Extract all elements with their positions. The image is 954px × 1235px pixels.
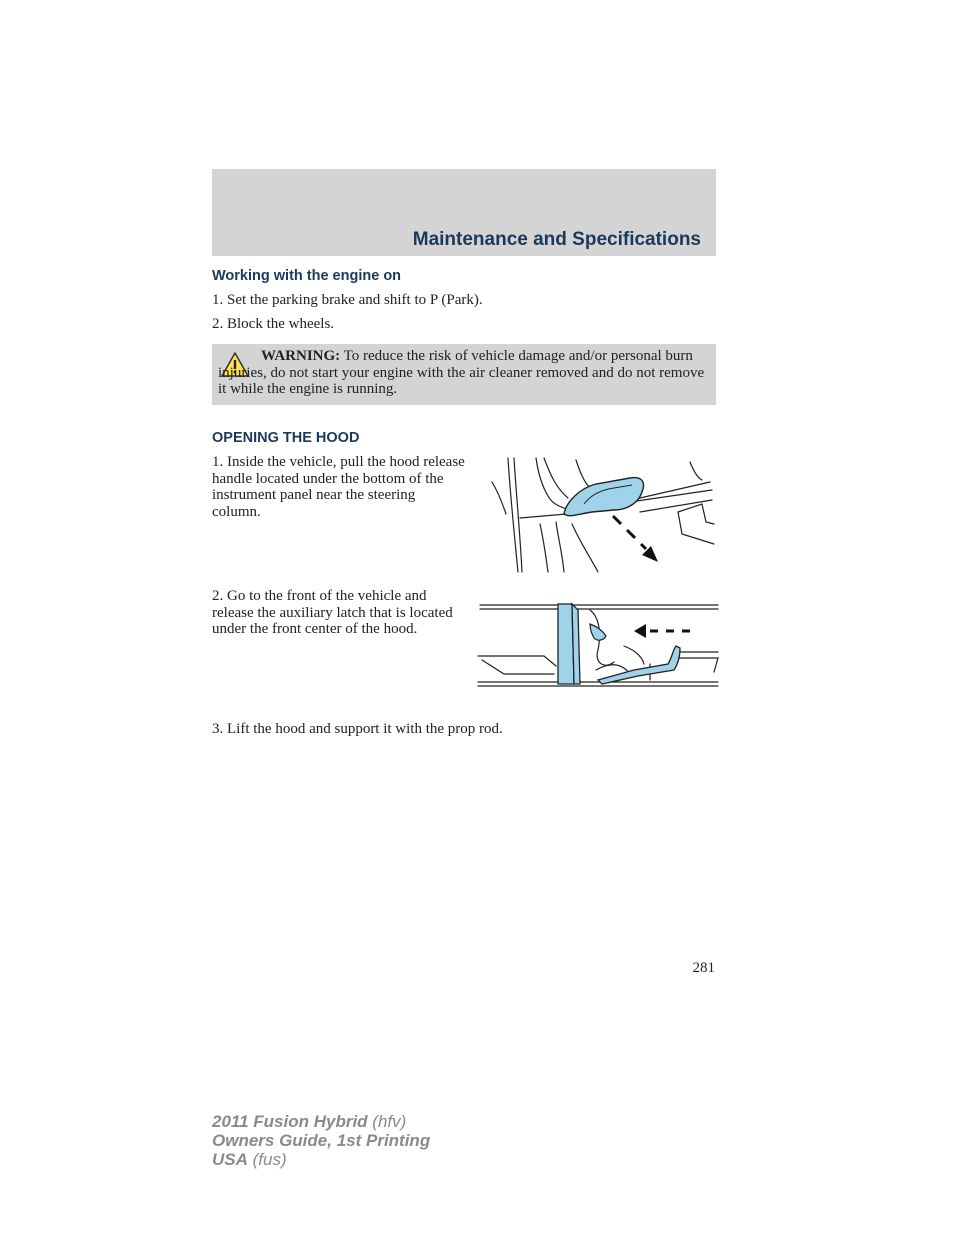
step-release-auxiliary-latch: 2. Go to the front of the vehicle and release the auxiliary latch that is located under the front center of the hood. — [212, 588, 453, 637]
footer-line-1 — [212, 1112, 430, 1131]
section-header-band — [212, 169, 716, 256]
heading-opening-hood: OPENING THE HOOD — [212, 430, 360, 446]
footer-line-2 — [212, 1131, 430, 1150]
footer-model: 2011 Fusion Hybrid — [212, 1112, 368, 1131]
section-title: Maintenance and Specifications — [412, 229, 701, 250]
warning-text — [218, 348, 710, 398]
warning-label: WARNING: — [261, 348, 341, 364]
step-lift-hood: 3. Lift the hood and support it with the prop rod. — [212, 721, 503, 737]
footer-line-3 — [212, 1150, 430, 1169]
step-parking-brake: 1. Set the parking brake and shift to P (Park). — [212, 292, 483, 308]
footer-market: USA — [212, 1150, 248, 1169]
footer-market-code: (fus) — [252, 1150, 287, 1169]
hood-release-handle-illustration — [480, 452, 720, 577]
heading-engine-on: Working with the engine on — [212, 268, 402, 284]
step-pull-release-handle: 1. Inside the vehicle, pull the hood release handle located under the bottom of the instrument panel near the steering column. — [212, 454, 465, 520]
document-footer — [212, 1112, 430, 1169]
auxiliary-latch-illustration — [474, 600, 720, 692]
step-block-wheels: 2. Block the wheels. — [212, 316, 335, 332]
page-number: 281 — [692, 960, 715, 976]
warning-box — [212, 344, 716, 405]
footer-model-code: (hfv) — [372, 1112, 407, 1131]
warning-body: To reduce the risk of vehicle damage and/or personal burn injuries, do not start your engine with the air cleaner removed and do not remove it while the engine is running. — [218, 348, 705, 397]
footer-guide: Owners Guide, 1st Printing — [212, 1131, 431, 1150]
